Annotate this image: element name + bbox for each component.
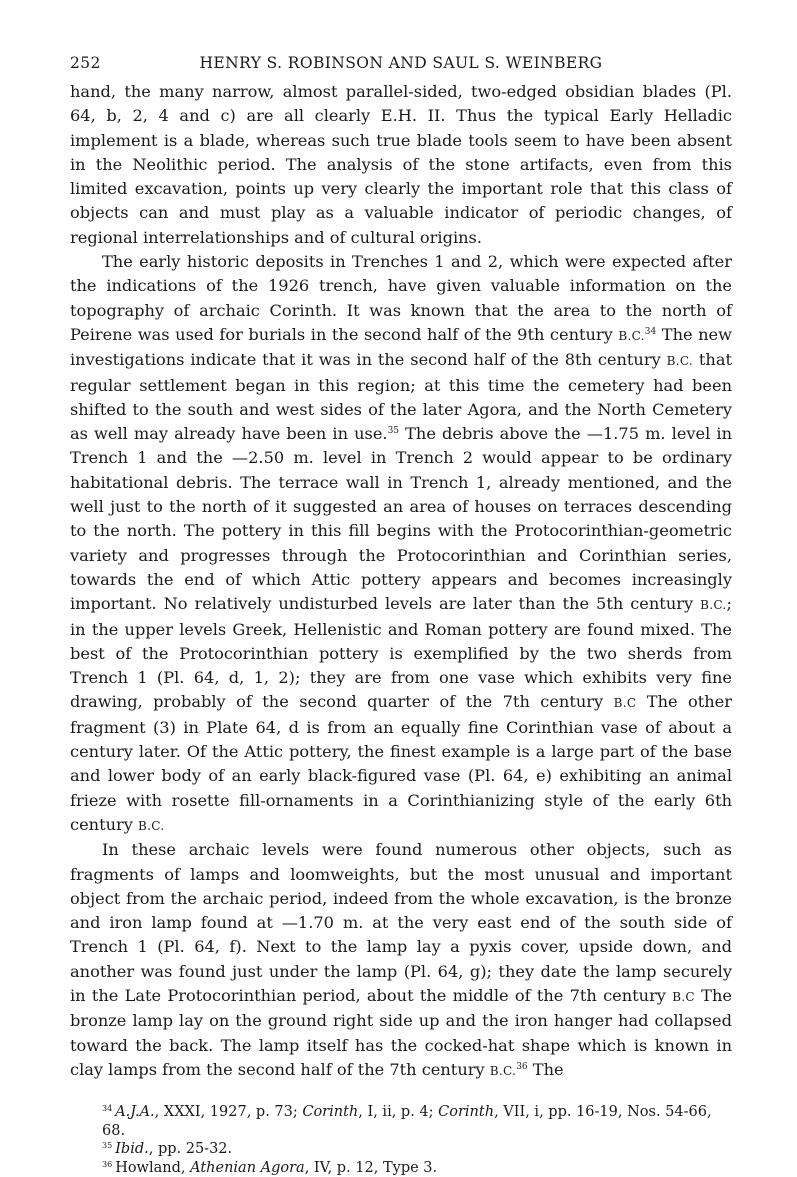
running-head [70, 50, 732, 80]
footnote-36: $^{36}$ Howland, Athenian Agora, IV, p. 12, Type 3. [102, 1159, 438, 1176]
page-number: 252 [70, 54, 101, 72]
footnote-ref-34: 34 [644, 326, 657, 337]
footnote-ref-35: 35 [387, 426, 400, 437]
page [70, 50, 732, 1177]
footnote-34: $^{34}$ A.J.A., XXXI, 1927, p. 73; Corinth, I, ii, p. 4; Corinth, VII, i, pp. 16-19, Nos. 54-66, 68. [102, 1104, 712, 1139]
paragraph-3: In these archaic levels were found numerous other objects, such as fragments of lamps and loomweights, but the most unusual and important object from the archaic period, indeed from the whole excavation, is the bronze and iron lamp found at —1.70 m. at the very east end of the south side of Trench 1 (Pl. 64, f). Next to the lamp lay a pyxis cover, upside down, and another was found just under the lamp (Pl. 64, g); they date the lamp securely in the Late Protocorinthian period, about the middle of the 7th century B.C The bronze lamp lay on the ground right side up and the iron hanger had collapsed toward the back. The lamp itself has the cocked-hat shape which is known in clay lamps from the second half of the 7th century B.C.$^{36}$ The [70, 840, 732, 1079]
footnotes [70, 1103, 732, 1177]
footnote-ref-36: 36 [516, 1061, 528, 1072]
footnote-35: $^{35}$ Ibid., pp. 25-32. [102, 1141, 233, 1158]
bc-abbrev: B.C. [618, 328, 645, 343]
running-head-title: HENRY S. ROBINSON AND SAUL S. WEINBERG [199, 54, 603, 72]
paragraph-1: hand, the many narrow, almost parallel-sided, two-edged obsidian blades (Pl. 64, b, 2, 4 and c) are all clearly E.H. II. Thus the typical Early Helladic implement is a blade, whereas such true blade tools seem to have been absent in the Neolithic period. The analysis of the stone artifacts, even from this limited excavation, points up very clearly the important role that this class of objects can and must play as a valuable indicator of periodic changes, of regional interrelationships and of cultural origins. [70, 82, 732, 247]
body-text [70, 80, 732, 1083]
paragraph-2: The early historic deposits in Trenches 1 and 2, which were expected after the indications of the 1926 trench, have given valuable information on the topography of archaic Corinth. It was known that the area to the north of Peirene was used for burials in the second half of the 9th century B.C.$^{34}$ The new investigations indicate that it was in the second half of the 8th century B.C. that regular settlement began in this region; at this time the cemetery had been shifted to the south and west sides of the later Agora, and the North Cemetery as well may already have been in use.$^{35}$ The debris above the —1.75 m. level in Trench 1 and the —2.50 m. level in Trench 2 would appear to be ordinary habitational debris. The terrace wall in Trench 1, already mentioned, and the well just to the north of it suggested an area of houses on terraces descending to the north. The pottery in this fill begins with the Protocorinthian-geometric variety and progresses through the Protocorinthian and Corinthian series, towards the end of which Attic pottery appears and becomes increasingly important. No relatively undisturbed levels are later than the 5th century B.C.; in the upper levels Greek, Hellenistic and Roman pottery are found mixed. The best of the Protocorinthian pottery is exemplified by the two sherds from Trench 1 (Pl. 64, d, 1, 2); they are from one vase which exhibits very fine drawing, probably of the second quarter of the 7th century B.C The other fragment (3) in Plate 64, d is from an equally fine Corinthian vase of about a century later. Of the Attic pottery, the finest example is a large part of the base and lower body of an early black-figured vase (Pl. 64, e) exhibiting an animal frieze with rosette fill-ornaments in a Corinthianizing style of the early 6th century B.C. [70, 252, 733, 834]
